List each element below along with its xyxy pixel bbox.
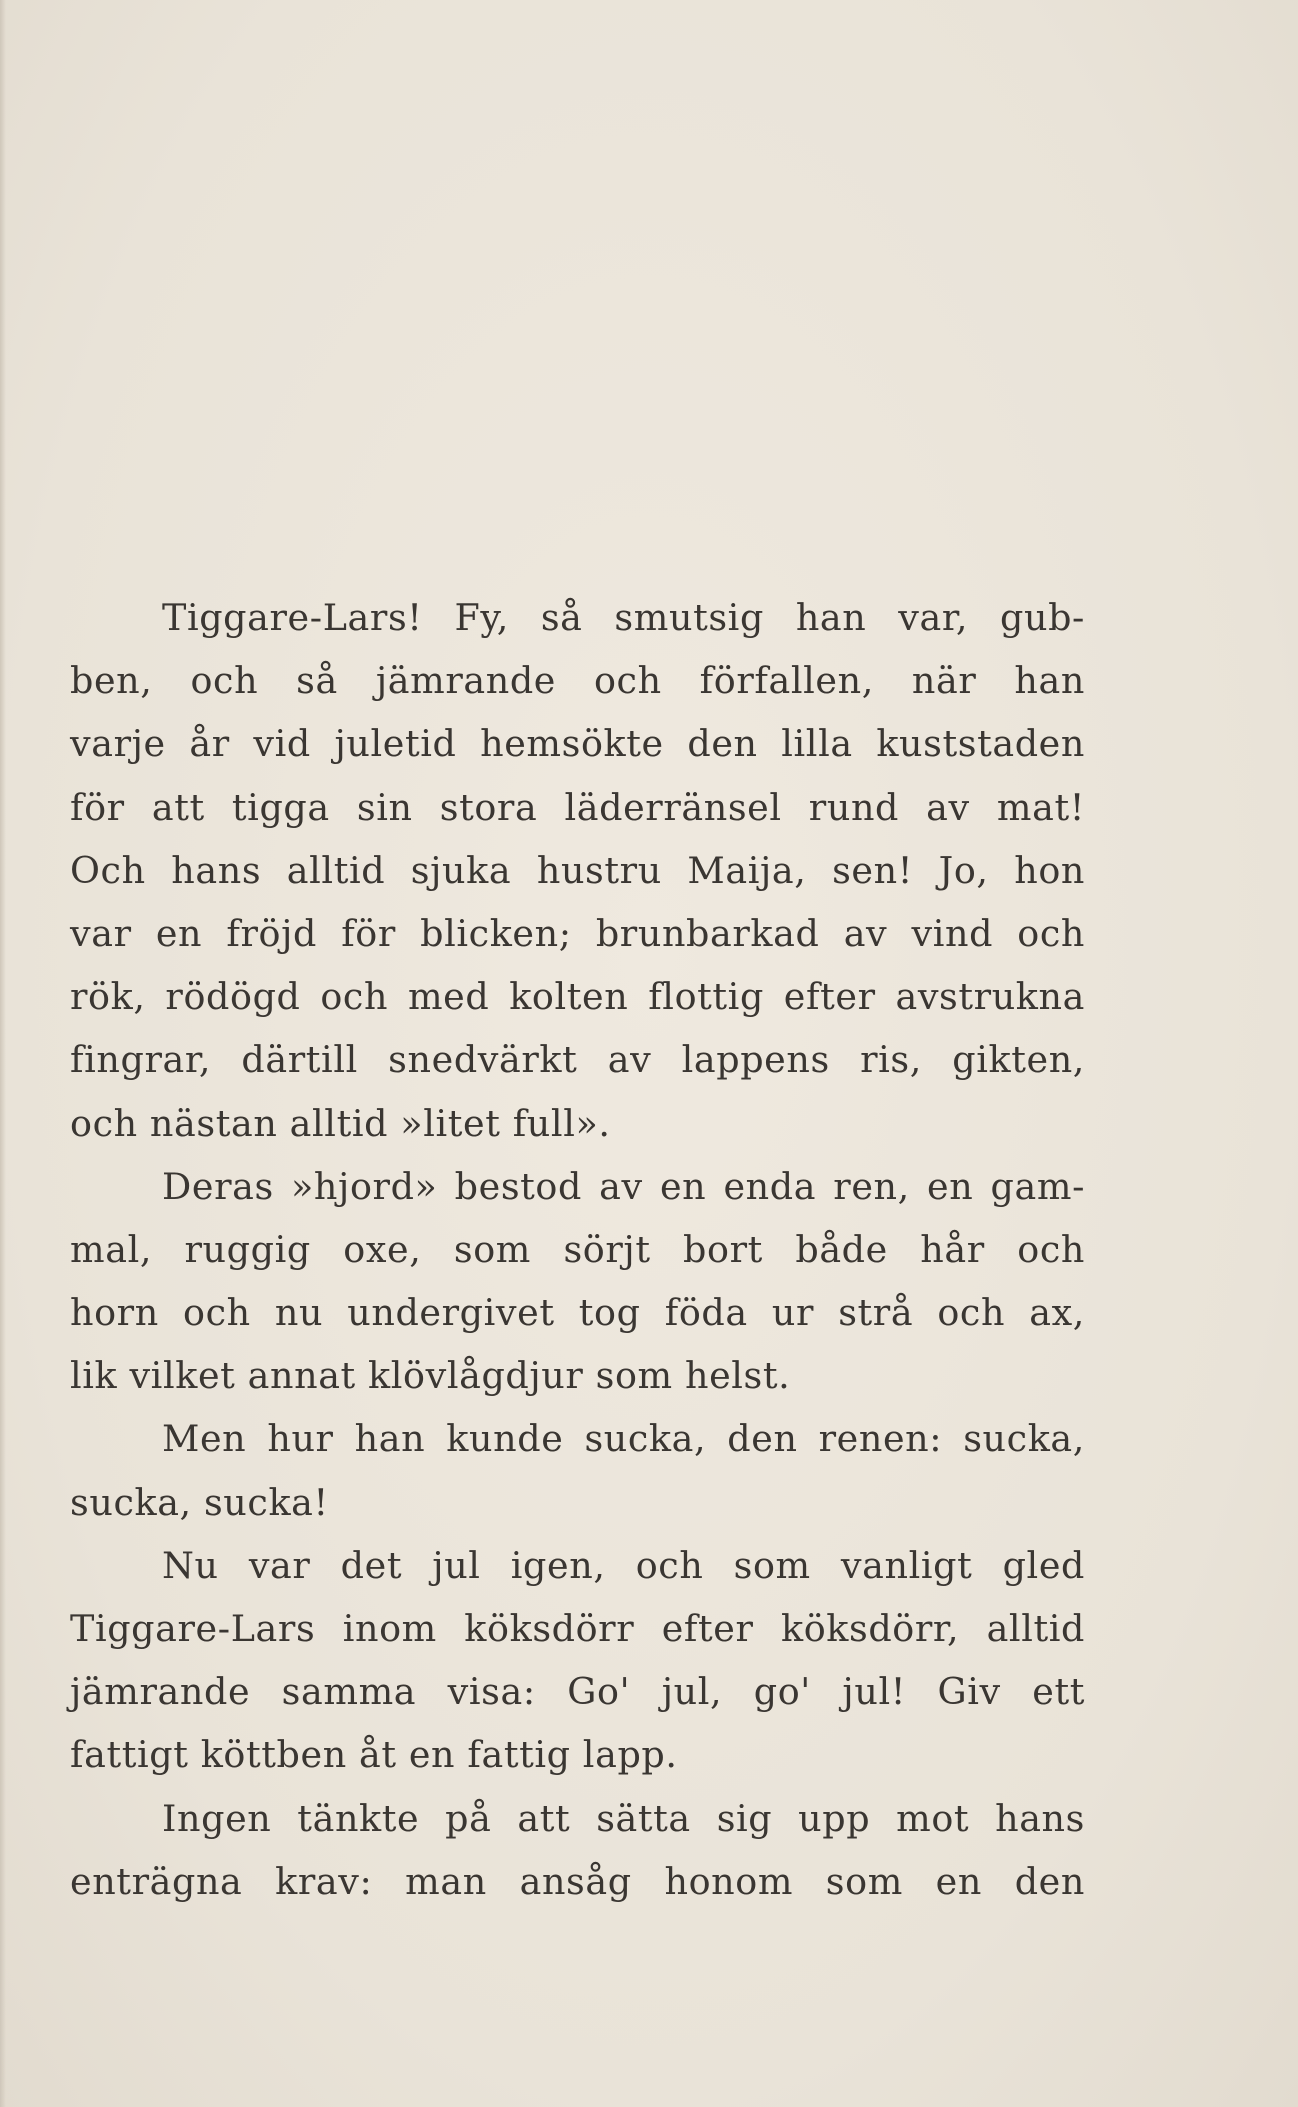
text-line: mal, ruggig oxe, som sörjt bort både hår och [70,1227,1085,1271]
text-line: för att tigga sin stora läderränsel rund av mat! [70,785,1085,829]
text-line: fattigt köttben åt en fattig lapp. [70,1733,678,1777]
text-line: ben, och så jämrande och förfallen, när han [70,659,1085,703]
text-line: och nästan alltid »litet full». [70,1101,611,1145]
body-text [70,586,1085,1913]
page-edge-shadow [0,0,6,2107]
text-line: Nu var det jul igen, och som vanligt gled [162,1543,1085,1587]
text-line: Ingen tänkte på att sätta sig upp mot hans [162,1796,1085,1840]
text-line: jämrande samma visa: Go' jul, go' jul! Giv ett [70,1670,1085,1714]
text-line: lik vilket annat klövlågdjur som helst. [70,1354,791,1398]
text-line: fingrar, därtill snedvärkt av lappens ris, gikten, [70,1038,1085,1082]
text-line: Tiggare-Lars inom köksdörr efter köksdörr, alltid [70,1607,1085,1650]
text-line: Tiggare-Lars! Fy, så smutsig han var, gub- [162,596,1085,639]
text-line: Deras »hjord» bestod av en enda ren, en gam- [162,1164,1085,1208]
text-line: enträgna krav: man ansåg honom som en den [70,1859,1085,1903]
text-line: sucka, sucka! [70,1480,329,1524]
text-line: rök, rödögd och med kolten flottig efter avstrukna [70,975,1085,1019]
text-line: horn och nu undergivet tog föda ur strå och ax, [70,1291,1085,1335]
text-line: Men hur han kunde sucka, den renen: sucka, [162,1417,1085,1461]
text-line: varje år vid juletid hemsökte den lilla kuststaden [70,722,1085,766]
text-line: var en fröjd för blicken; brunbarkad av vind och [70,911,1085,955]
text-line: Och hans alltid sjuka hustru Maija, sen! Jo, hon [70,848,1085,892]
